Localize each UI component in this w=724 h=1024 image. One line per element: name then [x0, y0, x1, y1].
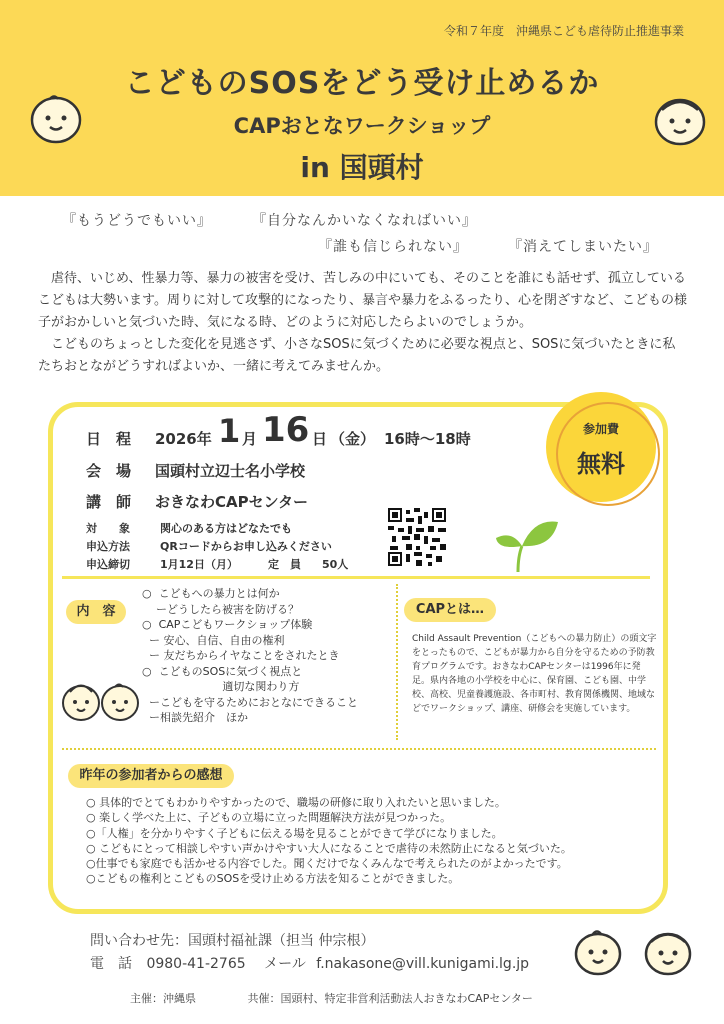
date-day-unit: 日 [312, 430, 328, 448]
organizer: 主催：沖縄県 [130, 992, 196, 1005]
intro-text [38, 268, 688, 378]
qr-code[interactable] [388, 508, 446, 566]
footer [130, 990, 533, 1006]
date-month-unit: 月 [242, 430, 258, 448]
list-item: ー相談先紹介 ほか [142, 711, 248, 724]
baby-face-icon [28, 92, 84, 144]
list-item: ー 安心、自信、自由の権利 [142, 633, 285, 647]
feedback-label: 昨年の参加者からの感想 [68, 764, 234, 788]
phone-label: 電 話 [90, 956, 132, 972]
sprout-icon [494, 516, 560, 574]
list-item: ○仕事でも家庭でも活かせる内容でした。聞くだけでなくみんなで考えられたのがよかったです。 [86, 857, 568, 871]
feedback-list [86, 795, 572, 887]
lecturer-label: 講 師 [86, 493, 132, 511]
intro-paragraph: 虐待、いじめ、性暴力等、暴力の被害を受け、苦しみの中にいても、そのことを誰にも話せず、孤立しているこどもは大勢います。周りに対して攻撃的になったり、暴言や暴力をふるったり、心を閉ざすなど、こどもの様子がおかしいと気づいた時、気になる時、どのように対応したらよいのでしょうか。 [38, 271, 687, 330]
list-item: ○こどもの権利とこどものSOSを受け止める方法を知ることができました。 [86, 872, 460, 886]
apply-value: QRコードからお申し込みください [160, 540, 332, 553]
children-faces-icon [60, 680, 142, 724]
cap-description: Child Assault Prevention（こどもへの暴力防止）の頭文字をとったもので、こどもが暴力から自分を守るための予防教育プログラムです。おきなわCAPセンターは1996年に発足。県内各地の小学校を中心に、保育園、こども園、中学校、高校、児童養護施設、各市町村、教育関係機関、地域などでワークショップ、講座、研修会を実施しています。 [412, 634, 657, 714]
list-item: ○「人権」を分かりやすく子どもに伝える場を見ることができて学びになりました。 [86, 826, 503, 840]
deadline-value: 1月12日（月） [160, 558, 238, 571]
date-year: 2026年 [155, 430, 212, 448]
page-subtitle: CAPおとなワークショップ [233, 114, 491, 138]
date-month: 1 [218, 412, 241, 450]
quote: 『自分なんかいなくなればいい』 [252, 213, 477, 229]
baby-face-icon [652, 94, 708, 146]
list-item: 適切な関わり方 [142, 680, 300, 693]
date-day: 16 [262, 410, 310, 450]
date-weekday: （金） [330, 430, 376, 448]
divider [396, 584, 398, 740]
intro-paragraph: こどものちょっとした変化を見逃さず、小さなSOSに気づくために必要な視点と、SOSに気づいたときに私たちおとながどうすればよいか、一緒に考えてみませんか。 [38, 337, 676, 374]
cap-label: CAPとは… [404, 598, 496, 622]
capacity-label: 定 員 [268, 558, 301, 571]
page-title: こどものSOSをどう受け止めるか [124, 66, 600, 101]
mail-address[interactable]: f.nakasone@vill.kunigami.lg.jp [316, 956, 530, 972]
contact-phone-line [90, 953, 529, 973]
deadline-label: 申込締切 [86, 558, 130, 571]
target-value: 関心のある方はどなたでも [160, 522, 292, 535]
contact-line: 問い合わせ先：国頭村福祉課（担当 仲宗根） [90, 933, 375, 949]
divider [62, 748, 656, 750]
lecturer-value: おきなわCAPセンター [155, 493, 309, 511]
list-item: ー 友だちからイヤなことをされたとき [142, 649, 340, 662]
fee-value: 無料 [577, 450, 625, 478]
list-item: ○ こどものSOSに気づく視点と [142, 664, 303, 678]
mail-label: メール [264, 956, 306, 972]
date-time: 16時〜18時 [384, 430, 471, 448]
list-item: ○ 楽しく学べた上に、子どもの立場に立った問題解決方法が見つかった。 [86, 811, 452, 825]
divider [62, 576, 650, 579]
list-item: ーこどもを守るためにおとなにできること [142, 695, 358, 709]
list-item: ○ こどもにとって相談しやすい声かけやすい大人になることで虐待の未然防止になると気づいた。 [86, 841, 572, 855]
baby-faces-icon [572, 926, 696, 978]
apply-label: 申込方法 [86, 540, 130, 553]
quote: 『もうどうでもいい』 [62, 213, 212, 229]
list-item: ○ CAPこどもワークショップ体験 [142, 618, 313, 631]
list-item: ーどうしたら被害を防げる？ [142, 602, 299, 616]
target-label: 対 象 [86, 522, 130, 535]
date-label: 日 程 [86, 430, 132, 448]
contents-list [142, 586, 358, 726]
list-item: ○ 具体的でとてもわかりやすかったので、職場の研修に取り入れたいと思いました。 [86, 796, 506, 809]
venue-label: 会 場 [86, 462, 132, 480]
phone-number[interactable]: 0980-41-2765 [146, 956, 246, 972]
quote: 『消えてしまいたい』 [508, 239, 658, 255]
quote: 『誰も信じられない』 [318, 239, 468, 255]
sponsor-line: 令和７年度 沖縄県こども虐待防止推進事業 [443, 24, 684, 38]
fee-label: 参加費 [582, 422, 619, 436]
contents-label: 内 容 [66, 600, 126, 624]
capacity-value: 50人 [322, 558, 349, 571]
co-organizer: 共催：国頭村、特定非営利活動法人おきなわCAPセンター [247, 992, 533, 1005]
list-item: ○ こどもへの暴力とは何か [142, 587, 280, 600]
page-place: in 国頭村 [300, 151, 424, 184]
venue-value: 国頭村立辺士名小学校 [155, 462, 306, 480]
